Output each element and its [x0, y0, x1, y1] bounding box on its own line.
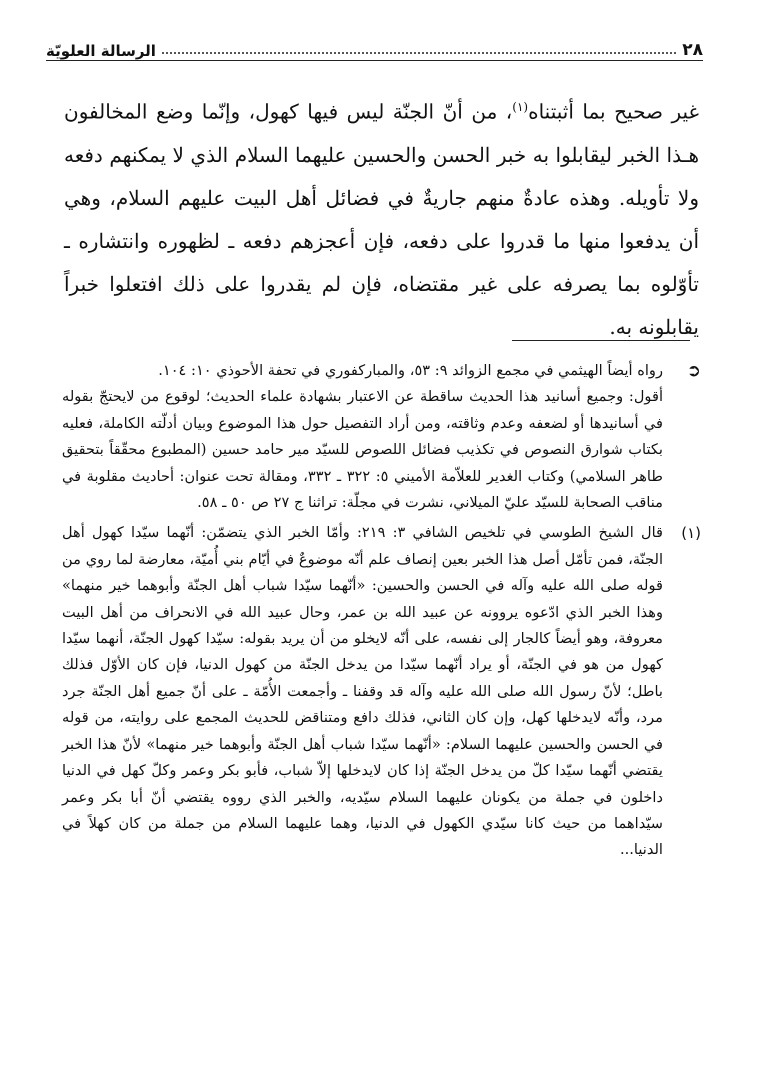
footnotes-section — [62, 358, 701, 864]
main-paragraph-rest: ، من أنّ الجنّة ليس فيها كهول، وإنّما وضع المخالفون هـذا الخبر ليقابلوا به خبر الحسن والحسين عليهما السلام الذي لا يمكنهم دفعه ولا تأويله. وهذه عادةٌ منهم جاريةٌ في فضائل أهل البيت عليهم السلام، وهي أن يدفعوا منها ما قدروا على دفعه، فإن أعجزهم دفعه ـ لظهوره وانتشاره ـ تأوّلوه بما يصرفه على غير مقتضاه، فإن لم يقدروا على ذلك افتعلوا خبراً يقابلونه به. — [64, 99, 699, 339]
main-paragraph-start: غير صحيح بما أثبتناه — [528, 99, 699, 124]
page-header — [46, 34, 703, 61]
footnote-continued — [62, 358, 701, 516]
footnote-continued-line-1: رواه أيضاً الهيثمي في مجمع الزوائد ٩: ٥٣، والمباركفوري في تحفة الأحوذي ١٠: ١٠٤. — [158, 362, 663, 379]
main-paragraph — [64, 86, 699, 349]
footnote-1-marker: (١) — [681, 524, 701, 543]
main-text-body — [64, 86, 699, 349]
header-dot-leader — [162, 52, 676, 54]
running-title: الرسالة العلويّة — [46, 42, 156, 60]
footnote-continued-line-2: أقول: وجميع أسانيد هذا الحديث ساقطة عن الاعتبار بشهادة علماء الحديث؛ لوقوع من لايحتجّ بقوله في أسانيدها أو لضعفه وعدم وثاقته، ومن أراد التفصيل حول هذا الموضوع وبيان أدلّته الكاملة، فعليه بكتاب شوارق النصوص في تكذيب فضائل اللصوص للسيّد مير حامد حسين (المطبوع محقّقاً بتحقيق طاهر السلامي) وكتاب الغدير للعلاّمة الأميني ٥: ٣٢٢ ـ ٣٣٢، ومقالة تحت عنوان: أحاديث مقلوبة في مناقب الصحابة للسيّد عليّ الميلاني، نشرت في مجلّة: تراثنا ج ٢٧ ص ٥٠ ـ ٥٨. — [62, 388, 663, 512]
footnote-1-text: قال الشيخ الطوسي في تلخيص الشافي ٣: ٢١٩: وأمّا الخبر الذي يتضمّن: أنّهما سيّدا كهول أهل الجنّة، فمن تأمّل أصل هذا الخبر بعين إنصاف علم أنّه موضوعٌ في أيّام بني أُميّة، معارضة لما روي من قوله صلى الله عليه وآله في الحسن والحسين: «أنّهما سيّدا شباب أهل الجنّة وأبوهما خير منهما» وهذا الخبر الذي ادّعوه يروونه عن عبيد الله بن عمر، وحال عبيد الله في الانحراف من أهل البيت معروفة، وهو أيضاً كالجار إلى نفسه، على أنّه لايخلو من أن يريد بقوله: سيّدا كهول الجنّة، أنهما سيّدا كهول من هو في الجنّة، أو يراد أنّهما سيّدا من يدخل الجنّة من كهول الدنيا، فإن كان الأوّل فذلك باطل؛ لأنّ رسول الله صلى الله عليه وآله قد وقفنا ـ وأجمعت الأُمّة ـ على أنّ جميع أهل الجنّة جرد مرد، وأنّه لايدخلها كهل، وإن كان الثاني، فذلك دافع ومتناقض للحديث المجمع على روايته، من قوله في الحسن والحسين عليهما السلام: «أنّهما سيّدا شباب أهل الجنّة وأبوهما خير منهما» لأنّ هذا الخبر يقتضي أنّهما سيّدا كلّ من يدخل الجنّة إذا كان لايدخلها إلاّ شباب، فأبو بكر وعمر وكلّ كهل في الدنيا داخلون في جملة من يكونان عليهما السلام سيّديه، والخبر الذي رووه يقتضي أنّ أبا بكر وعمر سيّداهما من حيث كانا سيّدي الكهول في الدنيا، وهما عليهما السلام من جملة من كان كهلاً في الدنيا... — [62, 524, 664, 859]
footnote-1 — [62, 520, 701, 863]
continuation-arrow-icon: ➲ — [686, 361, 701, 381]
footnote-separator — [512, 340, 690, 341]
footnote-reference-1[interactable]: (١) — [512, 100, 529, 114]
page-number: ٢٨ — [682, 40, 703, 60]
